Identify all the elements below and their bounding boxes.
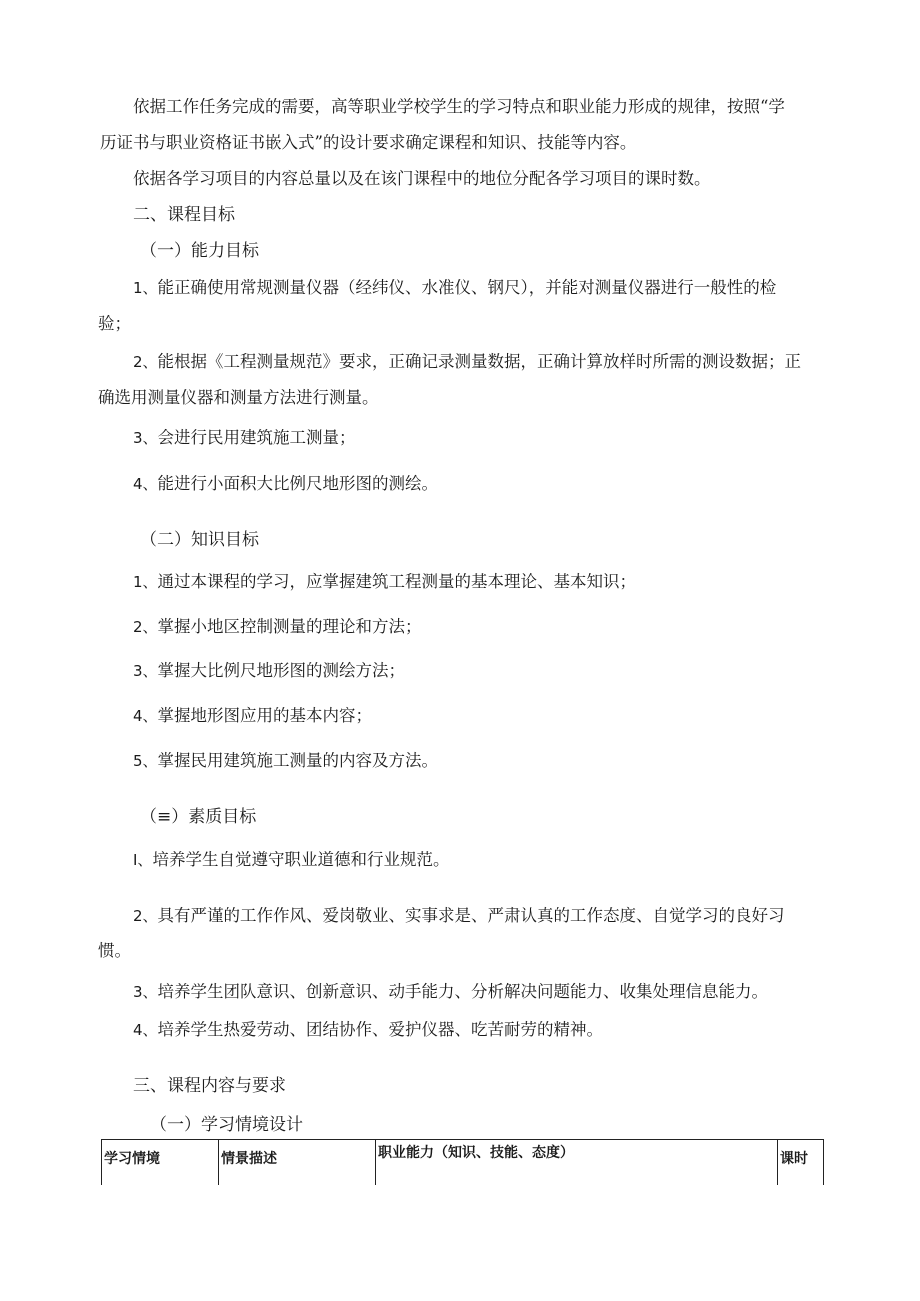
learning-situation-design-heading: （一）学习情境设计 <box>150 1115 303 1135</box>
quality-item-1 <box>133 850 449 870</box>
table-header-cell: 职业能力（知识、技能、态度） <box>376 1140 778 1186</box>
item-text: 掌握民用建筑施工测量的内容及方法。 <box>157 751 439 770</box>
item-text: 能根据《工程测量规范》要求，正确记录测量数据，正确计算放样时所需的测设数据；正 <box>157 352 802 371</box>
item-number: 3、 <box>133 429 158 447</box>
item-number: I、 <box>133 851 153 869</box>
knowledge-item-1 <box>133 572 636 592</box>
item-number: 2、 <box>133 618 158 636</box>
knowledge-item-4 <box>133 706 372 726</box>
section-3-heading: 三、课程内容与要求 <box>133 1076 286 1096</box>
item-number: 2、 <box>133 907 158 925</box>
quality-item-3 <box>133 982 768 1002</box>
item-text: 培养学生团队意识、创新意识、动手能力、分析解决问题能力、收集处理信息能力。 <box>157 982 769 1001</box>
ability-item-4 <box>133 474 438 494</box>
table-header-cell: 情景描述 <box>219 1140 376 1186</box>
knowledge-item-2 <box>133 617 422 637</box>
quality-item-4 <box>133 1020 603 1040</box>
ability-item-2-continued: 确选用测量仪器和测量方法进行测量。 <box>98 388 379 407</box>
quality-item-2 <box>133 906 785 926</box>
item-text: 会进行民用建筑施工测量； <box>157 428 356 447</box>
item-number: 1、 <box>133 279 158 297</box>
item-text: 能正确使用常规测量仪器（经纬仪、水准仪、钢尺），并能对测量仪器进行一般性的检 <box>157 278 777 297</box>
knowledge-item-5 <box>133 751 438 771</box>
ability-item-1-continued: 验； <box>98 314 131 333</box>
item-number: 3、 <box>133 983 158 1001</box>
quality-item-2-continued: 惯。 <box>98 941 131 960</box>
item-number: 3、 <box>133 662 158 680</box>
ability-goals-heading: （一）能力目标 <box>140 241 259 261</box>
item-text: 掌握小地区控制测量的理论和方法； <box>157 617 422 636</box>
item-number: 5、 <box>133 752 158 770</box>
section-2-heading: 二、课程目标 <box>133 205 235 225</box>
ability-item-3 <box>133 428 356 448</box>
item-text: 能进行小面积大比例尺地形图的测绘。 <box>157 474 439 493</box>
ability-item-1 <box>133 278 776 298</box>
item-text: 具有严谨的工作作风、爱岗敬业、实事求是、严肃认真的工作态度、自觉学习的良好习 <box>157 906 785 925</box>
table-header-row <box>102 1140 824 1186</box>
intro-paragraph-1-line-2: 历证书与职业资格证书嵌入式”的设计要求确定课程和知识、技能等内容。 <box>100 133 637 152</box>
item-number: 4、 <box>133 475 158 493</box>
intro-paragraph-1-line-1: 依据工作任务完成的需要，高等职业学校学生的学习特点和职业能力形成的规律，按照“学 <box>133 97 785 116</box>
item-text: 培养学生热爱劳动、团结协作、爱护仪器、吃苦耐劳的精神。 <box>157 1020 604 1039</box>
table-header-cell: 学习情境 <box>102 1140 219 1186</box>
item-number: 1、 <box>133 573 158 591</box>
quality-goals-heading: （≡）素质目标 <box>140 807 257 827</box>
item-number: 4、 <box>133 707 158 725</box>
knowledge-goals-heading: （二）知识目标 <box>140 530 259 550</box>
item-text: 掌握地形图应用的基本内容； <box>157 706 373 725</box>
knowledge-item-3 <box>133 661 405 681</box>
item-number: 2、 <box>133 353 158 371</box>
item-number: 4、 <box>133 1021 158 1039</box>
item-text: 掌握大比例尺地形图的测绘方法； <box>157 661 406 680</box>
intro-paragraph-2: 依据各学习项目的内容总量以及在该门课程中的地位分配各学习项目的课时数。 <box>133 169 711 188</box>
item-text: 通过本课程的学习，应掌握建筑工程测量的基本理论、基本知识； <box>157 572 637 591</box>
ability-item-2 <box>133 352 801 372</box>
item-text: 培养学生自觉遵守职业道德和行业规范。 <box>152 850 450 869</box>
learning-situation-table <box>101 1139 824 1185</box>
table-header-cell: 课时 <box>778 1140 824 1186</box>
